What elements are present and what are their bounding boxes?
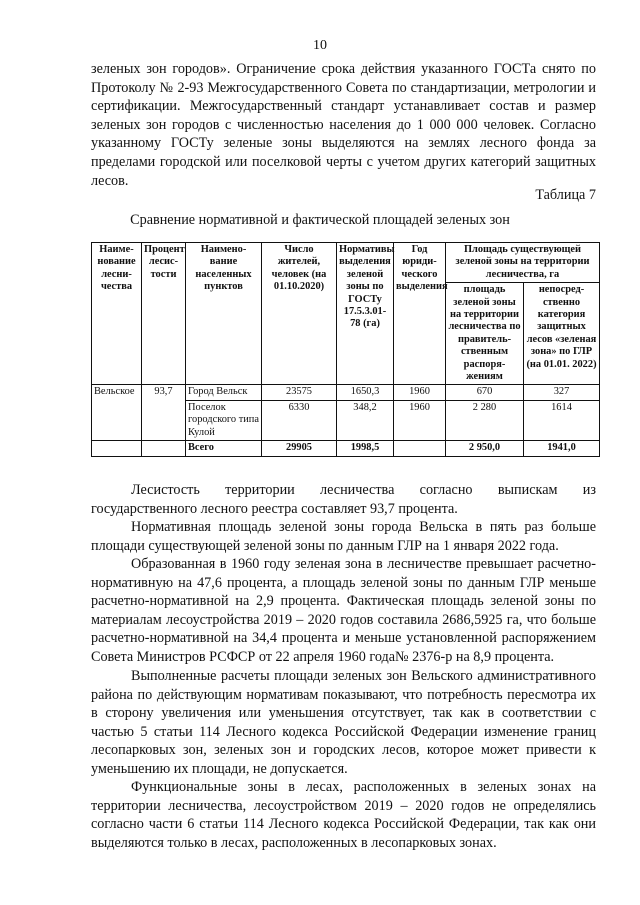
forestry-name: Вельское (92, 385, 142, 441)
population-value: 6330 (262, 400, 337, 440)
normative-value: 1650,3 (337, 385, 394, 400)
total-population: 29905 (262, 441, 337, 456)
settlement-name: Поселок городского типа Кулой (186, 400, 262, 440)
body-paragraph: Образованная в 1960 году зеленая зона в лесничестве превышает расчетно-нормативную на 47,6 процента, а площадь зеленой зоны по данным ГЛР меньше расчетно-нормативной на 2,9 процента. Фактическая площадь зеленой зоны по материалам лесоустройства 2019 – 2020 годов составила 2686,5925 га, что больше расчетно-нормативной на 34,4 процента и меньше установленной распоряжением Совета Министров РСФСР от 22 апреля 1960 года№ 2376-р на 8,9 процента. (91, 556, 596, 665)
body-paragraph: Выполненные расчеты площади зеленых зон Вельского административного района по действующим нормативам показывают, что потребность пересмотра их в сторону увеличения или уменьшения отсутствует, так как в соответствии с частью 5 статьи 114 Лесного кодекса Российской Федерации изменение границ лесопарковых зон, зеленых зон и городских лесов, которое может привести к уменьшению их площади, не допускается. (91, 668, 596, 777)
normative-value: 348,2 (337, 400, 394, 440)
table-label: Таблица 7 (535, 187, 596, 203)
total-label: Всего (186, 441, 262, 456)
header-area-group: Площадь существующей зеленой зоны на территории лесничества, га (446, 243, 600, 283)
body-paragraph: Нормативная площадь зеленой зоны города Вельска в пять раз больше площади существующей зеленой зоны по данным ГЛР на 1 января 2022 года. (91, 519, 596, 554)
header-forestry: Наиме-нование лесни-чества (92, 243, 142, 385)
total-normative: 1998,5 (337, 441, 394, 456)
page-number: 10 (313, 38, 327, 53)
population-value: 23575 (262, 385, 337, 400)
area-glr-value: 1614 (524, 400, 600, 440)
settlement-name: Город Вельск (186, 385, 262, 400)
total-area-glr: 1941,0 (524, 441, 600, 456)
comparison-table (91, 242, 600, 457)
year-value: 1960 (394, 400, 446, 440)
body-paragraph: Функциональные зоны в лесах, расположенных в зеленых зонах на территории лесничества, лесоустройством 2019 – 2020 годов не определялись согласно части 6 статьи 114 Лесного кодекса Российской Федерации, так как они выделяются только в лесах, расположенных в лесопарковых зонах. (91, 779, 596, 851)
header-normative: Нормативы выделения зеленой зоны по ГОСТу 17.5.3.01-78 (га) (337, 243, 394, 385)
year-value: 1960 (394, 385, 446, 400)
table-row (92, 385, 600, 400)
area-gov-value: 670 (446, 385, 524, 400)
header-area-gov: площадь зеленой зоны на территории лесничества по правитель-ственным распоря-жениям (446, 283, 524, 385)
area-glr-value: 327 (524, 385, 600, 400)
header-year: Год юриди-ческого выделения (394, 243, 446, 385)
table-title: Сравнение нормативной и фактической площадей зеленых зон (130, 212, 510, 228)
table-header-row (92, 243, 600, 283)
header-population: Число жителей, человек (на 01.10.2020) (262, 243, 337, 385)
forest-cover-value: 93,7 (142, 385, 186, 441)
intro-paragraph: зеленых зон городов». Ограничение срока действия указанного ГОСТа снято по Протоколу № 2-93 Межгосударственного Совета по стандартизации, метрологии и сертификации. Межгосударственный стандарт устанавливает состав и размер зеленых зон городов с численностью населения до 1 000 000 человек. Согласно указанному ГОСТу зеленые зоны выделяются на землях лесного фонда за пределами городской или поселковой черты с учетом других категорий защитных лесов. (91, 61, 596, 189)
table-total-row (92, 441, 600, 456)
header-forest-cover: Процент лесис-тости (142, 243, 186, 385)
total-area-gov: 2 950,0 (446, 441, 524, 456)
header-area-glr: непосред-ственно категория защитных лесов «зеленая зона» по ГЛР (на 01.01. 2022) (524, 283, 600, 385)
body-paragraph: Лесистость территории лесничества согласно выпискам из государственного лесного реестра составляет 93,7 процента. (91, 482, 596, 517)
header-settlements: Наимено-вание населенных пунктов (186, 243, 262, 385)
area-gov-value: 2 280 (446, 400, 524, 440)
